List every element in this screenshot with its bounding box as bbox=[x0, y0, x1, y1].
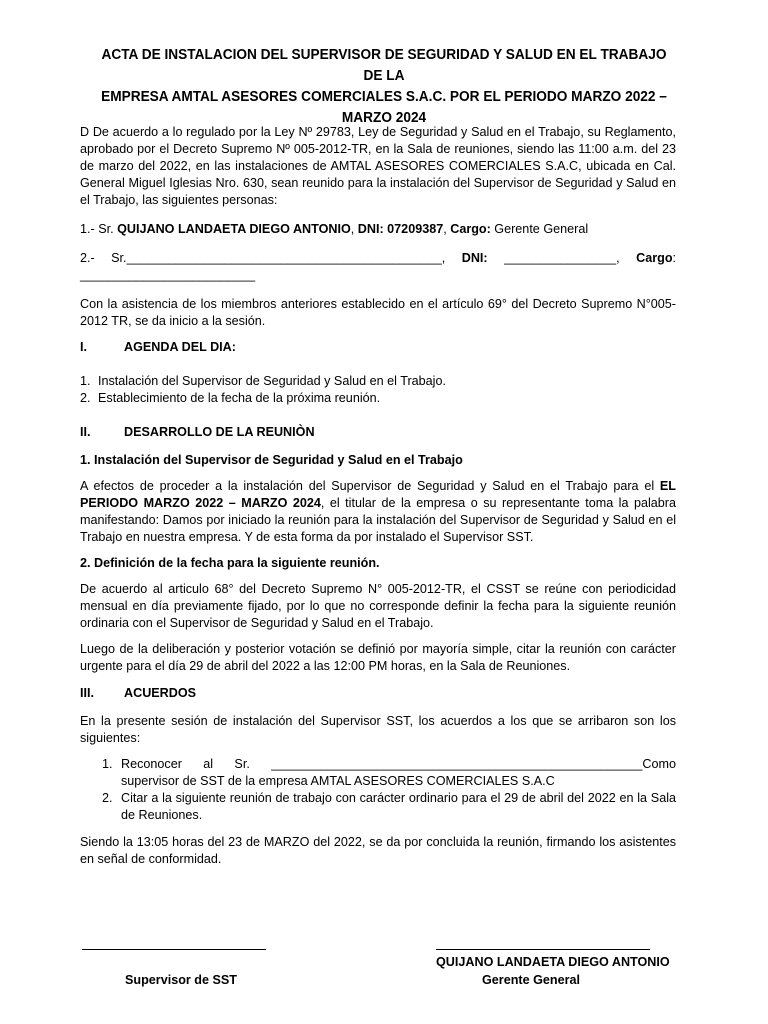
list-item-text: Instalación del Supervisor de Seguridad y Salud en el Trabajo. bbox=[98, 374, 446, 388]
closing-paragraph: Siendo la 13:05 horas del 23 de MARZO del 2022, se da por concluida la reunión, firmando los asistentes en señal de conformidad. bbox=[80, 835, 676, 866]
list-item-number: 1. bbox=[80, 374, 91, 388]
section-3-heading bbox=[80, 685, 676, 702]
attendee-1-dni: DNI: 07209387 bbox=[357, 222, 444, 236]
list-item-text bbox=[121, 756, 676, 790]
attendee-1-cargo-value: Gerente General bbox=[490, 222, 589, 236]
section-1-heading bbox=[80, 339, 676, 356]
signature-left-label: Supervisor de SST bbox=[125, 973, 237, 987]
signature-right-role: Gerente General bbox=[482, 973, 580, 987]
attendee-1: 1.- Sr. QUIJANO LANDAETA DIEGO ANTONIO, DNI: 07209387, Cargo: Gerente General bbox=[80, 222, 589, 236]
subsection-1-paragraph bbox=[80, 478, 676, 546]
section-1-title: AGENDA DEL DIA: bbox=[124, 340, 236, 354]
subsection-1-title: 1. Instalación del Supervisor de Seguridad y Salud en el Trabajo bbox=[80, 453, 463, 467]
attendee-2-dni-label: DNI: bbox=[461, 251, 488, 265]
list-item bbox=[80, 373, 676, 390]
para-1-start: A efectos de proceder a la instalación del Supervisor de Seguridad y Salud en el Trabajo para el bbox=[80, 479, 660, 493]
para-1-period: EL PERIODO MARZO 2022 – MARZO 2024 bbox=[80, 479, 676, 510]
signature-right-name: QUIJANO LANDAETA DIEGO ANTONIO bbox=[436, 955, 670, 969]
attendee-1-prefix: 1.- Sr. bbox=[80, 222, 118, 236]
section-1-number: I. bbox=[80, 340, 87, 354]
subsection-2-title: 2. Definición de la fecha para la siguiente reunión. bbox=[80, 556, 380, 570]
list-item-number: 1. bbox=[102, 757, 113, 771]
section-2-heading bbox=[80, 424, 676, 441]
attendee-1-name: QUIJANO LANDAETA DIEGO ANTONIO bbox=[117, 222, 351, 236]
agreement-1-end: Como supervisor de SST de la empresa AMTAL ASESORES COMERCIALES S.A.C bbox=[121, 757, 676, 788]
assistance-paragraph: Con la asistencia de los miembros anteriores establecido en el artículo 69° del Decreto Supremo N°005-2012 TR, se da inicio a la sesión. bbox=[80, 297, 676, 328]
attendee-2-dni-blank[interactable]: ________________ bbox=[504, 251, 617, 265]
list-item-number: 2. bbox=[102, 791, 113, 805]
list-item bbox=[80, 790, 676, 824]
section-2-title: DESARROLLO DE LA REUNIÒN bbox=[124, 425, 315, 439]
attendee-1-cargo-label: Cargo: bbox=[450, 222, 491, 236]
title-line-1: ACTA DE INSTALACION DEL SUPERVISOR DE SEGURIDAD Y SALUD EN EL TRABAJO DE LA bbox=[101, 46, 667, 84]
document-body bbox=[80, 124, 676, 868]
list-item-text: Citar a la siguiente reunión de trabajo con carácter ordinario para el 29 de abril del 2022 en la Sala de Reuniones. bbox=[121, 791, 676, 822]
agreements-intro: En la presente sesión de instalación del Supervisor SST, los acuerdos a los que se arribaron son los siguientes: bbox=[80, 714, 676, 745]
list-item bbox=[80, 390, 676, 407]
attendee-2-name-blank[interactable]: _____________________________________________ bbox=[126, 251, 442, 265]
list-item bbox=[80, 756, 676, 790]
supervisor-name-blank[interactable]: _____________________________________________________ bbox=[271, 757, 643, 771]
intro-paragraph: D De acuerdo a lo regulado por la Ley Nº 29783, Ley de Seguridad y Salud en el Trabajo, su Reglamento, aprobado por el Decreto Supremo Nº 005-2012-TR, en la Sala de reuniones, siendo las 11:00 a.m. del 23 de marzo del 2022, en las instalaciones de AMTAL ASESORES COMERCIALES S.A.C, ubicada en Cal. General Miguel Iglesias Nro. 630, sean reunido para la instalación del Supervisor de Seguridad y Salud en el Trabajo, las siguientes personas: bbox=[80, 125, 676, 207]
section-3-title: ACUERDOS bbox=[124, 686, 197, 700]
agreements-list bbox=[80, 756, 676, 824]
attendee-2-prefix: 2.- Sr. bbox=[80, 251, 127, 265]
list-item-number: 2. bbox=[80, 391, 91, 405]
attendee-2-cargo-blank[interactable]: _________________________ bbox=[80, 268, 256, 282]
signature-line-right bbox=[436, 949, 650, 950]
para-1-end: , el titular de la empresa o su representante toma la palabra manifestando: Damos por iniciado la reunión para la instalación del Supervisor de Seguridad y Salud en el Trabajo en nuestra empresa. Y de esta forma da por instalado el Supervisor SST. bbox=[80, 496, 676, 544]
attendee-2: 2.- Sr._____________________________________________, DNI: ________________, Cargo: _________________________ bbox=[80, 251, 677, 282]
signature-line-left bbox=[82, 949, 266, 950]
subsection-2-paragraph: De acuerdo al articulo 68° del Decreto Supremo N° 005-2012-TR, el CSST se reúne con periodicidad mensual en día previamente fijado, por lo que no corresponde definir la fecha para la siguiente reunión ordinaria con el Supervisor de Seguridad y Salud en el Trabajo. bbox=[80, 582, 676, 630]
attendee-2-cargo-label: Cargo bbox=[636, 251, 673, 265]
section-2-number: II. bbox=[80, 425, 91, 439]
list-item-text: Establecimiento de la fecha de la próxima reunión. bbox=[98, 391, 381, 405]
agreement-1-start: Reconocer al Sr. bbox=[121, 757, 272, 771]
document-title bbox=[92, 44, 675, 128]
agenda-list bbox=[80, 373, 676, 407]
deliberation-paragraph: Luego de la deliberación y posterior votación se definió por mayoría simple, citar la reunión con carácter urgente para el día 29 de abril del 2022 a las 12:00 PM horas, en la Sala de Reuniones. bbox=[80, 642, 676, 673]
section-3-number: III. bbox=[80, 686, 94, 700]
title-line-2: EMPRESA AMTAL ASESORES COMERCIALES S.A.C. POR EL PERIODO MARZO 2022 – MARZO 2024 bbox=[101, 88, 667, 126]
